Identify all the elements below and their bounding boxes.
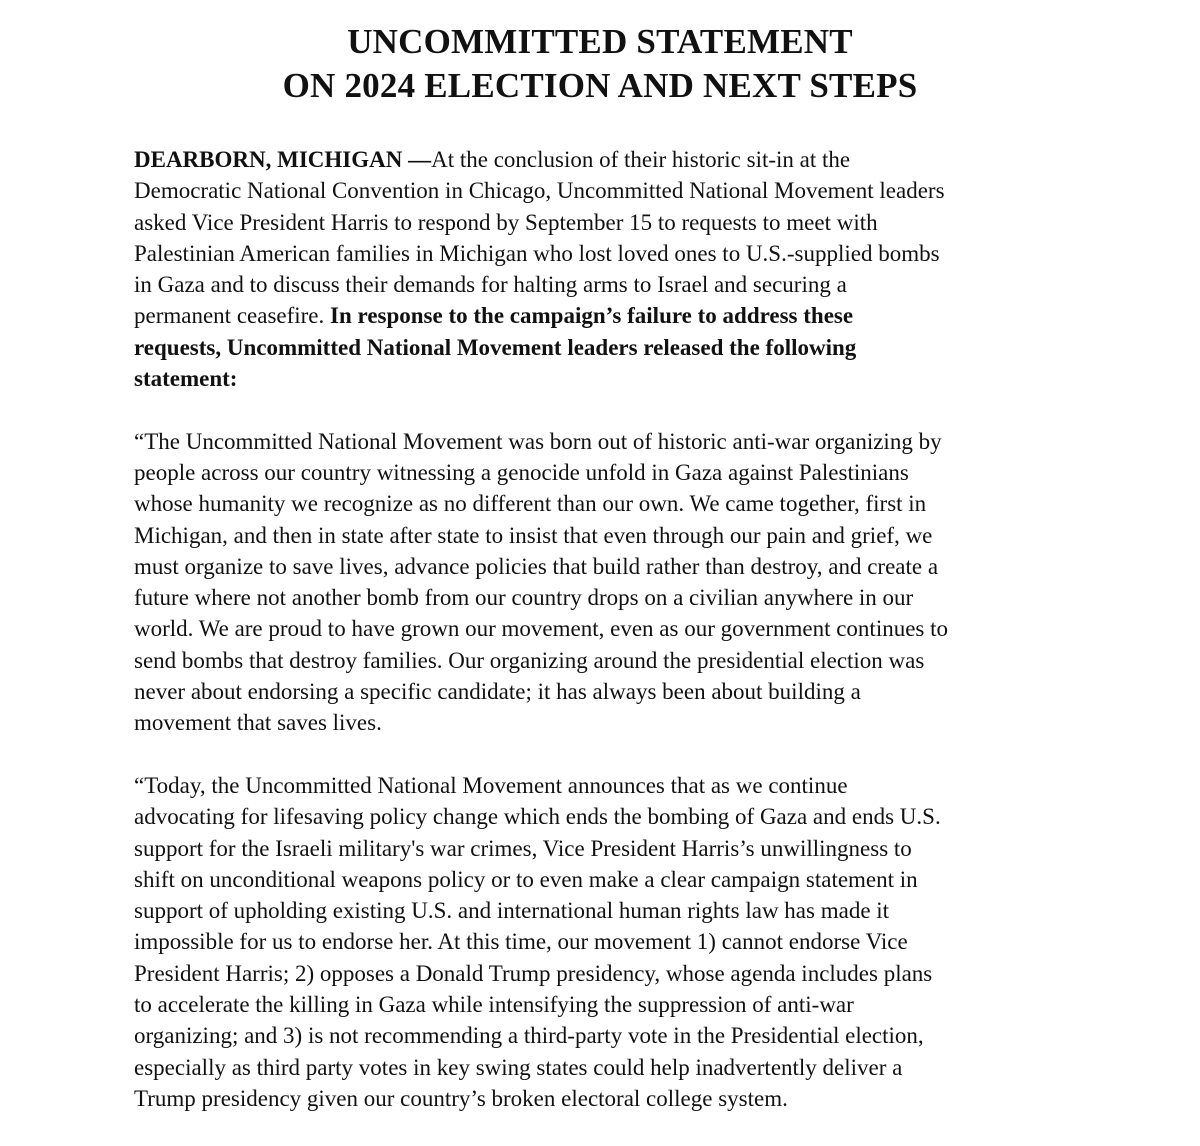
paragraph-line: send bombs that destroy families. Our organizing around the presidential election was (134, 647, 925, 673)
intro-line-1-text: At the conclusion of their historic sit-in at the (431, 147, 851, 172)
intro-bold-text: In response to the campaign’s failure to address these (330, 303, 854, 329)
intro-line: Palestinian American families in Michigan who lost loved ones to U.S.-supplied bombs (134, 240, 940, 266)
intro-bold-line: statement: (134, 366, 238, 392)
paragraph-line: whose humanity we recognize as no different than our own. We came together, first in (134, 491, 927, 517)
statement-title (0, 20, 1200, 108)
paragraph-line: future where not another bomb from our country drops on a civilian anywhere in our (134, 585, 914, 611)
statement-body (134, 144, 1074, 1146)
intro-paragraph (134, 144, 1074, 394)
paragraph-line: Michigan, and then in state after state to insist that even through our pain and grief, we (134, 522, 933, 548)
paragraph-line: impossible for us to endorse her. At this time, our movement 1) cannot endorse Vice (134, 929, 908, 955)
intro-bold-line: requests, Uncommitted National Movement leaders released the following (134, 334, 857, 360)
paragraph-line: President Harris; 2) opposes a Donald Trump presidency, whose agenda includes plans (134, 960, 933, 986)
intro-line-6-text: permanent ceasefire. (134, 303, 331, 329)
intro-line: asked Vice President Harris to respond by September 15 to requests to meet with (134, 209, 878, 235)
paragraph-line: to accelerate the killing in Gaza while intensifying the suppression of anti-war (134, 992, 854, 1018)
title-line-1: UNCOMMITTED STATEMENT (347, 22, 853, 61)
paragraph-line: must organize to save lives, advance policies that build rather than destroy, and create a (134, 553, 939, 579)
statement-paragraph-1 (134, 426, 1074, 739)
paragraph-line: “The Uncommitted National Movement was born out of historic anti-war organizing by (134, 428, 942, 454)
paragraph-line: never about endorsing a specific candidate; it has always been about building a (134, 679, 861, 705)
paragraph-line: world. We are proud to have grown our movement, even as our government continues to (134, 616, 949, 642)
paragraph-line: advocating for lifesaving policy change which ends the bombing of Gaza and ends U.S. (134, 804, 941, 830)
paragraph-line: “Today, the Uncommitted National Movement announces that as we continue (134, 772, 848, 798)
paragraph-line: Trump presidency given our country’s broken electoral college system. (134, 1085, 788, 1111)
paragraph-line: organizing; and 3) is not recommending a third-party vote in the Presidential election, (134, 1023, 924, 1049)
dateline: DEARBORN, MICHIGAN — (134, 147, 432, 172)
paragraph-line: shift on unconditional weapons policy or to even make a clear campaign statement in (134, 866, 918, 892)
statement-paragraph-2 (134, 770, 1074, 1114)
paragraph-line: support of upholding existing U.S. and international human rights law has made it (134, 898, 890, 924)
intro-line (134, 300, 1074, 331)
paragraph-line: support for the Israeli military's war crimes, Vice President Harris’s unwillingness to (134, 835, 912, 861)
title-line-2: ON 2024 ELECTION AND NEXT STEPS (282, 66, 918, 105)
paragraph-line: people across our country witnessing a genocide unfold in Gaza against Palestinians (134, 459, 909, 485)
intro-line (134, 144, 1074, 175)
paragraph-line: especially as third party votes in key swing states could help inadvertently deliver a (134, 1054, 903, 1080)
intro-line: in Gaza and to discuss their demands for halting arms to Israel and securing a (134, 272, 847, 298)
paragraph-line: movement that saves lives. (134, 710, 382, 736)
intro-line: Democratic National Convention in Chicago, Uncommitted National Movement leaders (134, 178, 945, 204)
